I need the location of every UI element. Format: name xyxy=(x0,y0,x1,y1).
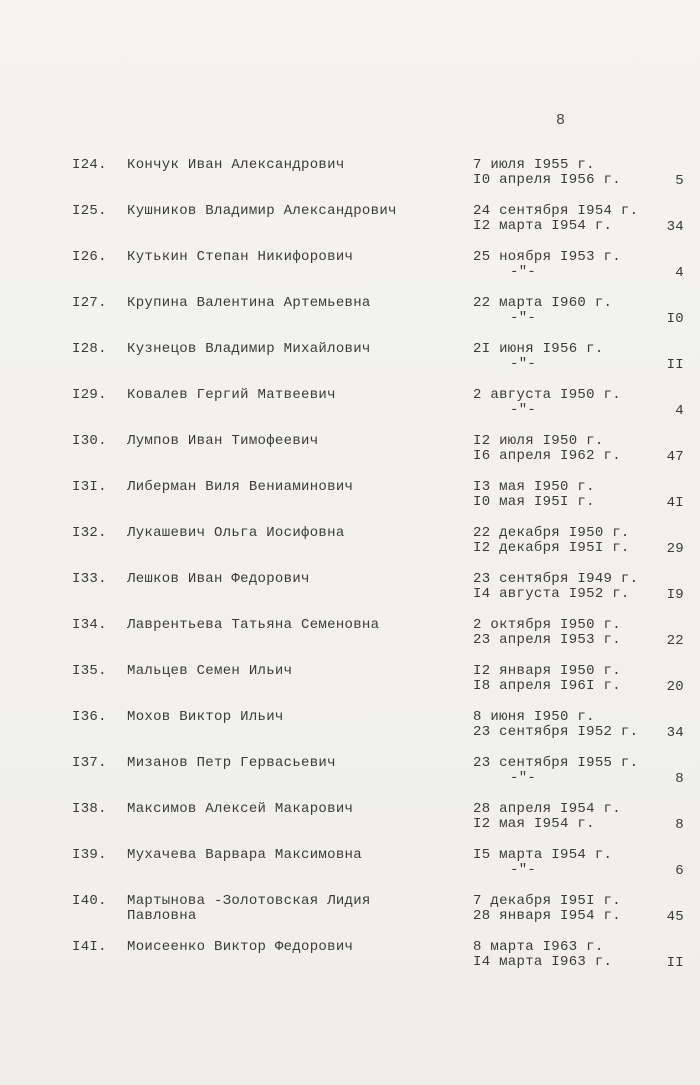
entry-count: 4I xyxy=(666,495,684,511)
entry-count: 34 xyxy=(666,725,684,741)
start-date: I2 января I950 г. xyxy=(473,663,621,679)
entry-count: 47 xyxy=(666,449,684,465)
list-item xyxy=(0,158,700,202)
end-date: I0 мая I95I г. xyxy=(473,494,595,510)
end-date: I6 апреля I962 г. xyxy=(473,448,621,464)
entry-number: I29. xyxy=(72,387,107,403)
list-item xyxy=(0,480,700,524)
end-date: 23 сентября I952 г. xyxy=(473,724,639,740)
start-date: 7 июля I955 г. xyxy=(473,157,595,173)
entry-number: I4I. xyxy=(72,939,107,955)
person-name: Мартынова -Золотовская Лидия Павловна xyxy=(127,893,371,924)
person-name: Максимов Алексей Макарович xyxy=(127,801,354,817)
end-date: I2 декабря I95I г. xyxy=(473,540,630,556)
entry-number: I34. xyxy=(72,617,107,633)
list-item xyxy=(0,664,700,708)
end-date: I4 августа I952 г. xyxy=(473,586,630,602)
start-date: I3 мая I950 г. xyxy=(473,479,595,495)
end-date: -"- xyxy=(510,862,537,878)
entry-number: I37. xyxy=(72,755,107,771)
person-name: Кузнецов Владимир Михайлович xyxy=(127,341,371,357)
list-item xyxy=(0,204,700,248)
entry-number: I26. xyxy=(72,249,107,265)
start-date: I2 июля I950 г. xyxy=(473,433,604,449)
list-item xyxy=(0,250,700,294)
list-item xyxy=(0,342,700,386)
entry-number: I27. xyxy=(72,295,107,311)
entry-number: I36. xyxy=(72,709,107,725)
entry-number: I35. xyxy=(72,663,107,679)
entry-number: I38. xyxy=(72,801,107,817)
list-item xyxy=(0,848,700,892)
end-date: I8 апреля I96I г. xyxy=(473,678,621,694)
entry-count: 6 xyxy=(675,863,684,879)
person-name: Кончук Иван Александрович xyxy=(127,157,345,173)
start-date: 2I июня I956 г. xyxy=(473,341,604,357)
person-name: Ковалев Гергий Матвеевич xyxy=(127,387,336,403)
start-date: 25 ноября I953 г. xyxy=(473,249,621,265)
entry-count: I9 xyxy=(666,587,684,603)
end-date: -"- xyxy=(510,770,537,786)
entry-count: 29 xyxy=(666,541,684,557)
entry-number: I30. xyxy=(72,433,107,449)
end-date: I4 марта I963 г. xyxy=(473,954,613,970)
person-name: Лаврентьева Татьяна Семеновна xyxy=(127,617,380,633)
entry-number: I33. xyxy=(72,571,107,587)
entry-count: II xyxy=(666,955,684,971)
entry-count: 5 xyxy=(675,173,684,189)
entry-count: 34 xyxy=(666,219,684,235)
entry-count: 8 xyxy=(675,771,684,787)
end-date: 28 января I954 г. xyxy=(473,908,621,924)
end-date: -"- xyxy=(510,402,537,418)
end-date: I2 мая I954 г. xyxy=(473,816,595,832)
start-date: 23 сентября I955 г. xyxy=(473,755,639,771)
list-item xyxy=(0,526,700,570)
person-name: Лешков Иван Федорович xyxy=(127,571,310,587)
entry-count: 8 xyxy=(675,817,684,833)
start-date: 2 августа I950 г. xyxy=(473,387,621,403)
entry-number: I40. xyxy=(72,893,107,909)
end-date: I0 апреля I956 г. xyxy=(473,172,621,188)
start-date: 22 марта I960 г. xyxy=(473,295,613,311)
list-item xyxy=(0,296,700,340)
entry-count: II xyxy=(666,357,684,373)
list-item xyxy=(0,572,700,616)
start-date: 22 декабря I950 г. xyxy=(473,525,630,541)
person-name: Мохов Виктор Ильич xyxy=(127,709,284,725)
person-name: Кутькин Степан Никифорович xyxy=(127,249,354,265)
list-item xyxy=(0,940,700,984)
person-name: Крупина Валентина Артемьевна xyxy=(127,295,371,311)
list-item xyxy=(0,710,700,754)
entry-number: I25. xyxy=(72,203,107,219)
start-date: 7 декабря I95I г. xyxy=(473,893,621,909)
entry-count: 45 xyxy=(666,909,684,925)
start-date: 8 июня I950 г. xyxy=(473,709,595,725)
start-date: 8 марта I963 г. xyxy=(473,939,604,955)
end-date: -"- xyxy=(510,310,537,326)
person-name: Мухачева Варвара Максимовна xyxy=(127,847,362,863)
person-name: Лукашевич Ольга Иосифовна xyxy=(127,525,345,541)
list-item xyxy=(0,756,700,800)
list-item xyxy=(0,894,700,938)
entry-number: I3I. xyxy=(72,479,107,495)
start-date: 2 октября I950 г. xyxy=(473,617,621,633)
person-name: Кушников Владимир Александрович xyxy=(127,203,397,219)
start-date: 28 апреля I954 г. xyxy=(473,801,621,817)
page-number: 8 xyxy=(556,112,566,129)
entry-count: 4 xyxy=(675,265,684,281)
entry-number: I24. xyxy=(72,157,107,173)
person-name: Мизанов Петр Гервасьевич xyxy=(127,755,336,771)
entry-count: 22 xyxy=(666,633,684,649)
end-date: -"- xyxy=(510,264,537,280)
list-item xyxy=(0,388,700,432)
start-date: I5 марта I954 г. xyxy=(473,847,613,863)
person-name: Мальцев Семен Ильич xyxy=(127,663,293,679)
entry-number: I39. xyxy=(72,847,107,863)
end-date: 23 апреля I953 г. xyxy=(473,632,621,648)
person-name: Либерман Виля Вениаминович xyxy=(127,479,354,495)
end-date: -"- xyxy=(510,356,537,372)
list-item xyxy=(0,434,700,478)
list-item xyxy=(0,618,700,662)
entry-count: 4 xyxy=(675,403,684,419)
entry-count: 20 xyxy=(666,679,684,695)
entry-number: I28. xyxy=(72,341,107,357)
entry-number: I32. xyxy=(72,525,107,541)
list-item xyxy=(0,802,700,846)
start-date: 24 сентября I954 г. xyxy=(473,203,639,219)
entry-count: I0 xyxy=(666,311,684,327)
person-name: Моисеенко Виктор Федорович xyxy=(127,939,354,955)
person-name: Лумпов Иван Тимофеевич xyxy=(127,433,319,449)
start-date: 23 сентября I949 г. xyxy=(473,571,639,587)
end-date: I2 марта I954 г. xyxy=(473,218,613,234)
